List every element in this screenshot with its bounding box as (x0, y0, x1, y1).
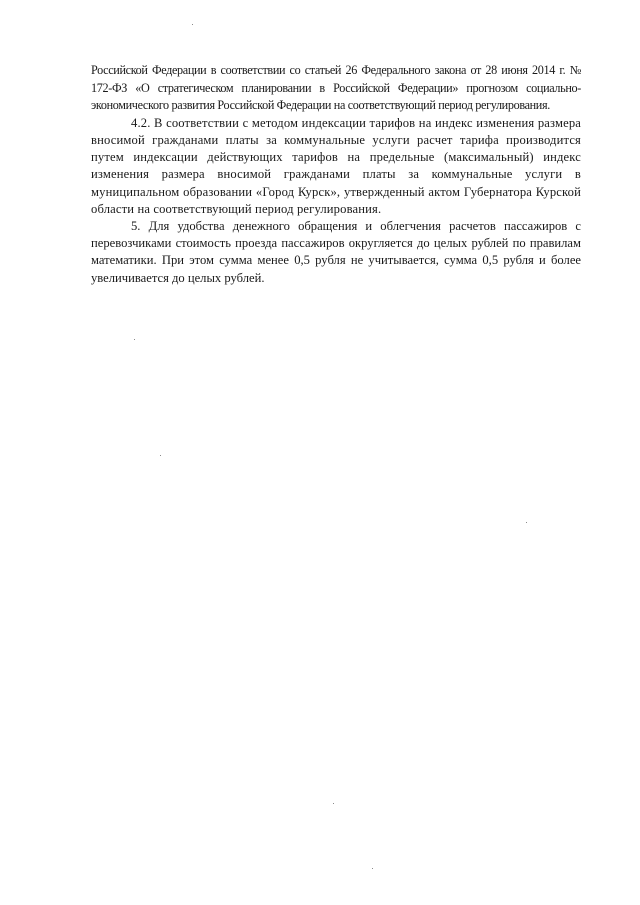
scan-speck (134, 339, 135, 340)
scan-speck (192, 24, 193, 25)
paragraph-5: 5. Для удобства денежного обращения и облегчения расчетов пассажиров с перевозчиками стоимость проезда пассажиров округляется до целых рублей по правилам математики. При этом сумма менее 0,5 рубля не учитывается, сумма 0,5 рубля и более увеличивается до целых рублей. (91, 219, 581, 285)
paragraph-4-2: 4.2. В соответствии с методом индексации тарифов на индекс изменения размера вносимой гражданами платы за коммунальные услуги расчет тарифа производится путем индексации действующих тарифов на предельные (максимальный) индекс изменения размера вносимой гражданами платы за коммунальные услуги в муниципальном образовании «Город Курск», утвержденный актом Губернатора Курской области на соответствующий период регулирования. (91, 115, 581, 216)
document-body (91, 62, 581, 287)
paragraph-continuation: Российской Федерации в соответствии со статьей 26 Федерального закона от 28 июня 2014 г. № 172-ФЗ «О стратегическом планировании в Российской Федерации» прогнозом социально-экономического развития Российской Федерации на соответствующий период регулирования. (91, 63, 581, 113)
scan-speck (372, 868, 373, 869)
scan-speck (526, 522, 527, 523)
scan-speck (333, 803, 334, 804)
scan-speck (160, 455, 161, 456)
